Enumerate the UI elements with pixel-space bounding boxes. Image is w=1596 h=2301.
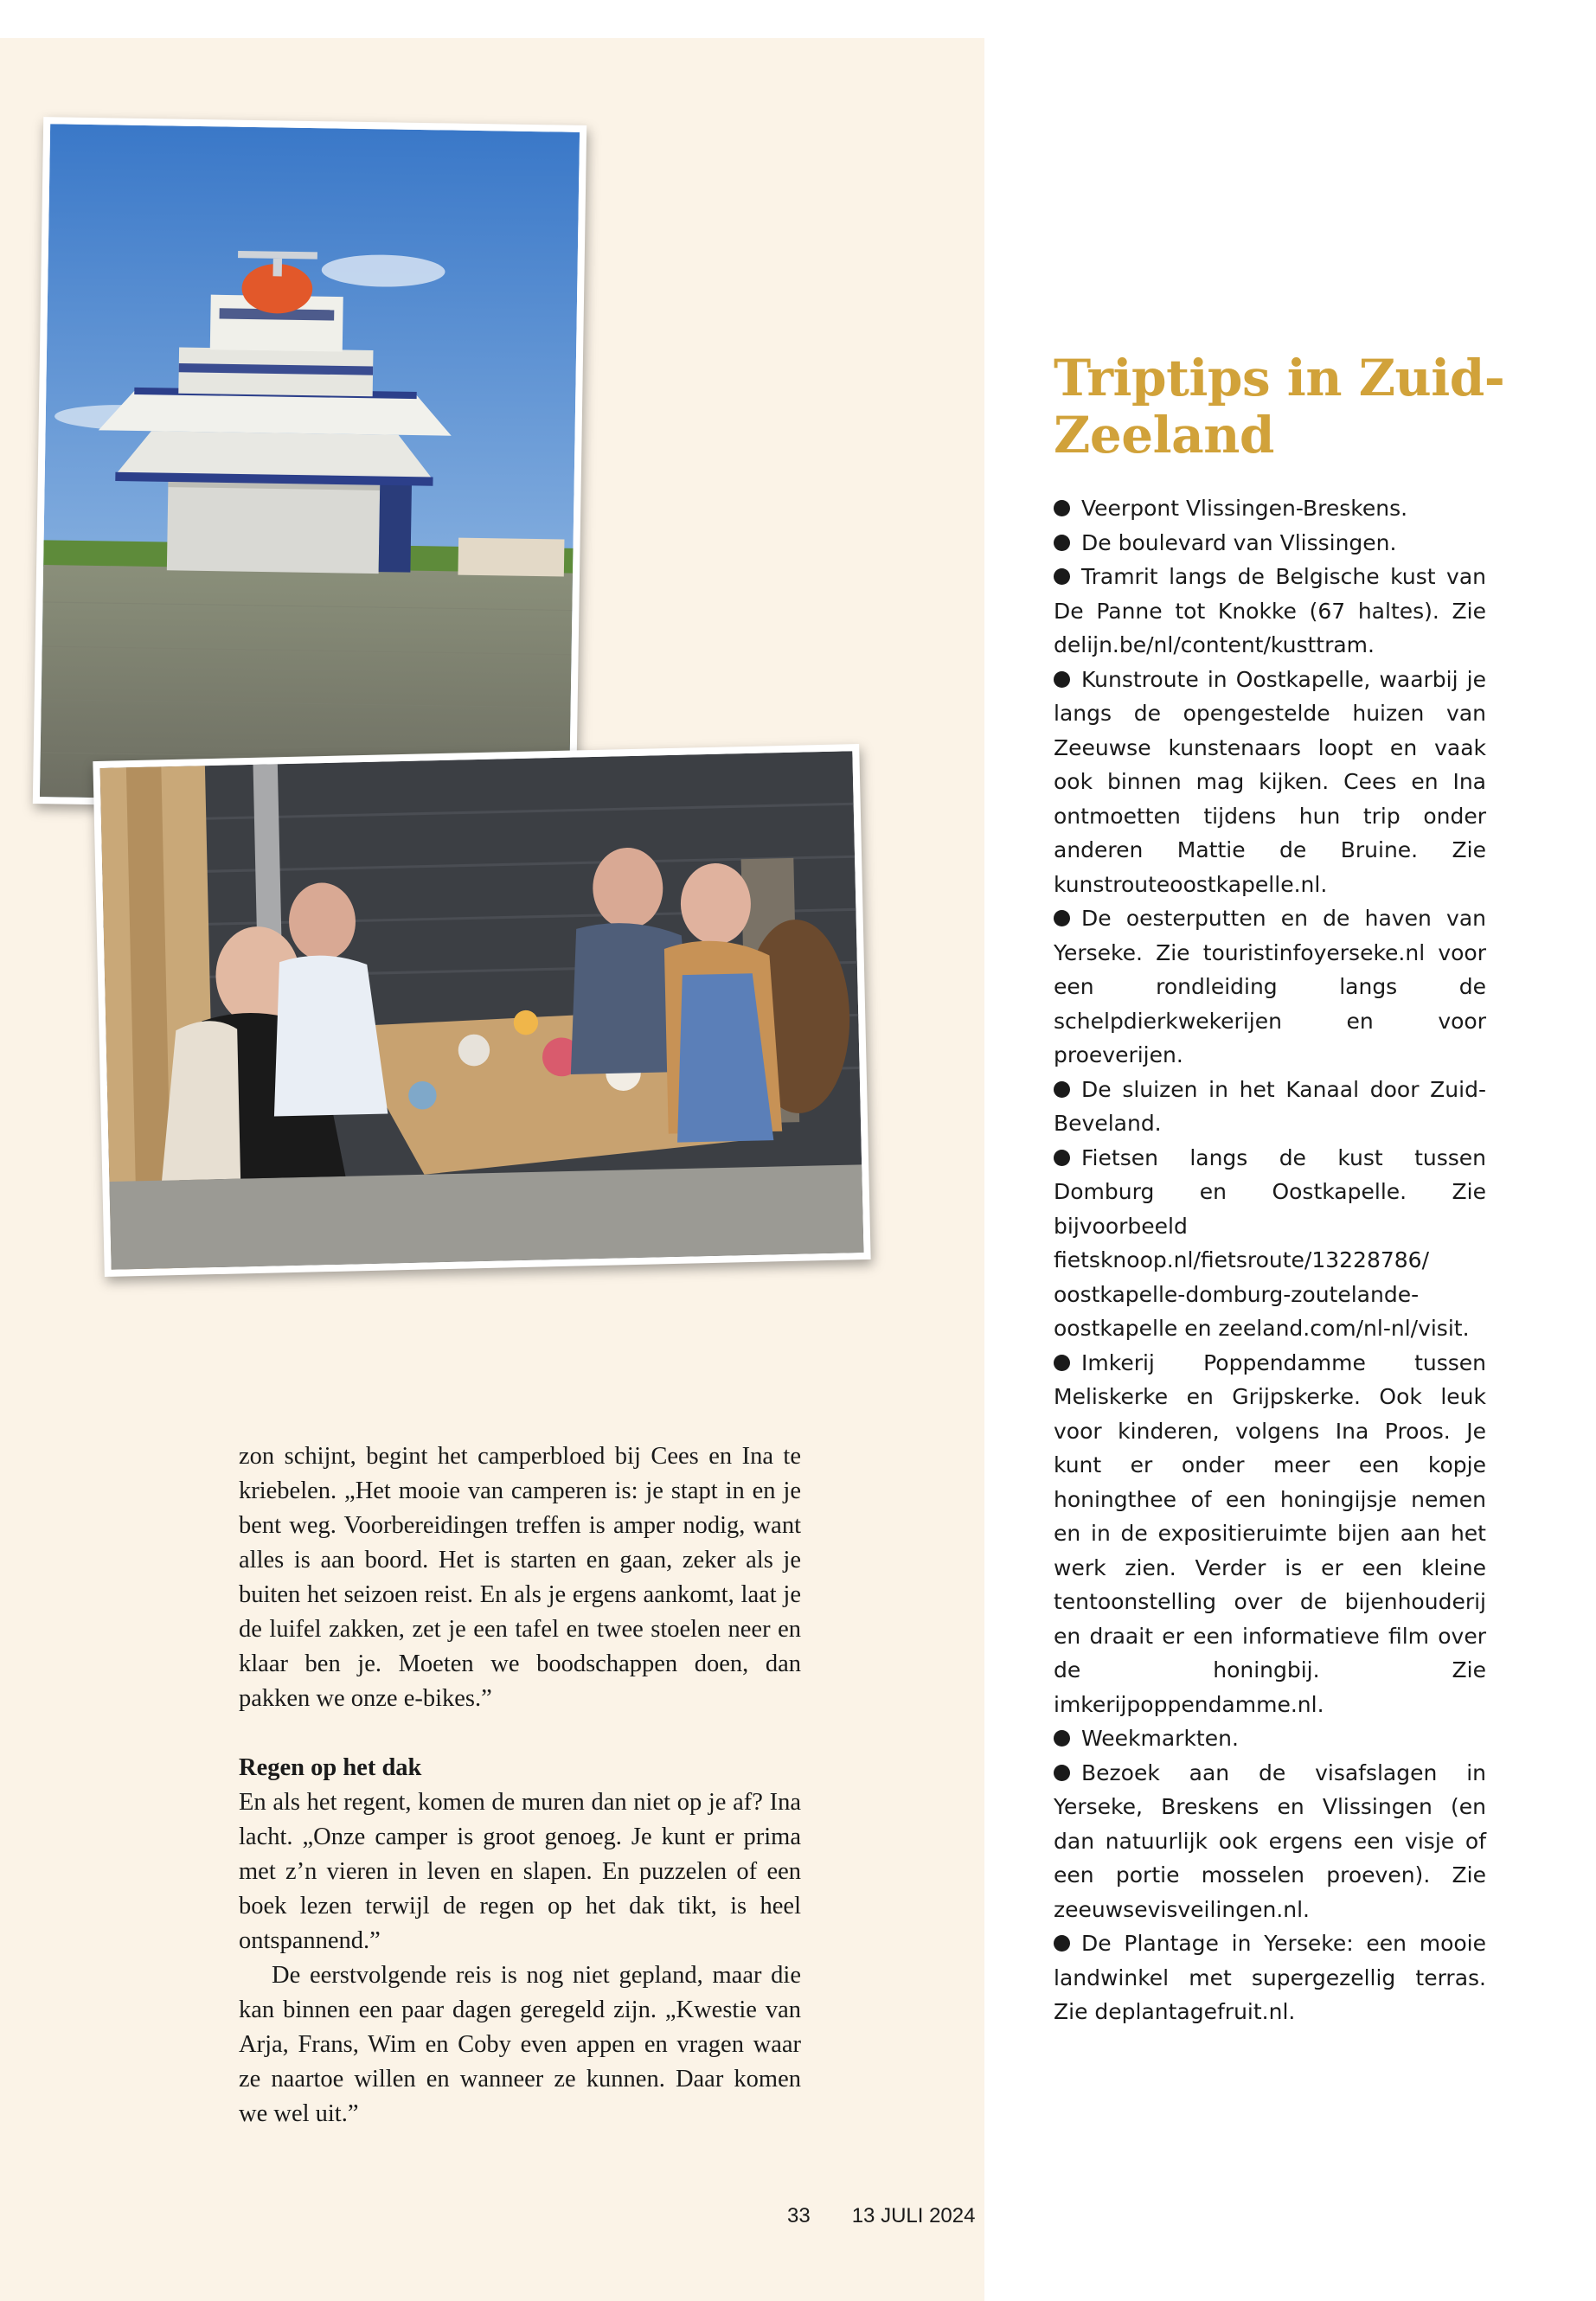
- bullet-icon: [1054, 1150, 1070, 1166]
- tip-item: Kunstroute in Oostkapelle, waarbij je langs de opengestelde huizen van Zeeuwse kunstenaars loopt en vaak ook binnen mag kijken. Cees en Ina ontmoetten tijdens hun trip onder anderen Mattie de Bruine. Zie kunstrouteoostkapelle.nl.: [1054, 666, 1486, 897]
- article-paragraph-3: De eerstvolgende reis is nog niet gepland, maar die kan binnen een paar dagen geregeld zijn. „Kwestie van Arja, Frans, Wim en Coby even appen en vragen waar ze naartoe willen en wanneer ze kunnen. Daar komen we wel uit.”: [239, 1962, 801, 2127]
- issue-date: 13 JULI 2024: [851, 2204, 976, 2227]
- tip-item: De Plantage in Yerseke: een mooie landwinkel met supergezellig terras. Zie deplantagefruit.nl.: [1054, 1931, 1486, 2024]
- page-number: 33: [787, 2204, 811, 2227]
- tip-item: De oesterputten en de haven van Yerseke. Zie touristinfoyerseke.nl voor een rondleiding langs de schelpdierkwekerijen en voor proeverijen.: [1054, 906, 1486, 1067]
- tip-item: De boulevard van Vlissingen.: [1054, 526, 1486, 561]
- tips-title: Triptips in Zuid-Zeeland: [1054, 349, 1505, 465]
- bullet-icon: [1054, 1935, 1070, 1952]
- tip-item: Weekmarkten.: [1054, 1721, 1486, 1756]
- article-subheading: Regen op het dak: [239, 1754, 422, 1781]
- photo-terrace-group: [93, 744, 870, 1277]
- bullet-icon: [1054, 1081, 1070, 1098]
- tip-item: Veerpont Vlissingen-Breskens.: [1054, 491, 1486, 526]
- photo-radar-tower: [33, 117, 586, 812]
- bullet-icon: [1054, 1355, 1070, 1371]
- tip-item: Imkerij Poppendamme tussen Meliskerke en Grijpskerke. Ook leuk voor kinderen, volgens Ina Proos. Je kunt er onder meer een kopje honingthee of een honingijsje nemen en in de expositieruimte bijen aan het werk zien. Verder is er een kleine tentoonstelling over de bijenhouderij en draait er een informatieve film over de honingbij. Zie imkerijpoppendamme.nl.: [1054, 1349, 1486, 1717]
- article-paragraph-2: En als het regent, komen de muren dan niet op je af? Ina lacht. „Onze camper is groot genoeg. Je kunt er prima met z’n vieren in leven en slapen. En puzzelen of een boek lezen terwijl de regen op het dak tikt, is heel ontspannend.”: [239, 1789, 801, 1954]
- bullet-icon: [1054, 535, 1070, 551]
- bullet-icon: [1054, 671, 1070, 688]
- terrace-group-illustration: [100, 751, 864, 1270]
- page-footer: [787, 2204, 1016, 2228]
- bullet-icon: [1054, 1765, 1070, 1781]
- tip-item: Fietsen langs de kust tussen Domburg en Oostkapelle. Zie bijvoorbeeld fietsknoop.nl/fietsroute/13228786/ oostkapelle-domburg-zoutelande-oostkapelle en zeeland.com/nl-nl/visit.: [1054, 1144, 1486, 1341]
- article-paragraph-1: zon schijnt, begint het camperbloed bij Cees en Ina te kriebelen. „Het mooie van camperen is: je stapt in en je bent weg. Voorbereidingen treffen is amper nodig, want alles is aan boord. Het is starten en gaan, zeker als je buiten het seizoen reist. En als je ergens aankomt, laat je de luifel zakken, zet je een tafel en twee stoelen neer en klaar ben je. Moeten we boodschappen doen, dan pakken we onze e-bikes.”: [239, 1443, 801, 1712]
- article-body: [239, 1439, 801, 2131]
- tip-item: Bezoek aan de visafslagen in Yerseke, Breskens en Vlissingen (en dan natuurlijk ook ergens een visje of een portie mosselen proeven). Zie zeeuwsevisveilingen.nl.: [1054, 1759, 1486, 1922]
- bullet-icon: [1054, 568, 1070, 585]
- tip-item: Tramrit langs de Belgische kust van De Panne tot Knokke (67 haltes). Zie delijn.be/nl/content/kusttram.: [1054, 564, 1486, 657]
- bullet-icon: [1054, 910, 1070, 926]
- bullet-icon: [1054, 1730, 1070, 1747]
- radar-tower-illustration: [40, 124, 580, 805]
- bullet-icon: [1054, 500, 1070, 516]
- tips-list: [1054, 491, 1486, 2029]
- tip-item: De sluizen in het Kanaal door Zuid-Beveland.: [1054, 1076, 1486, 1136]
